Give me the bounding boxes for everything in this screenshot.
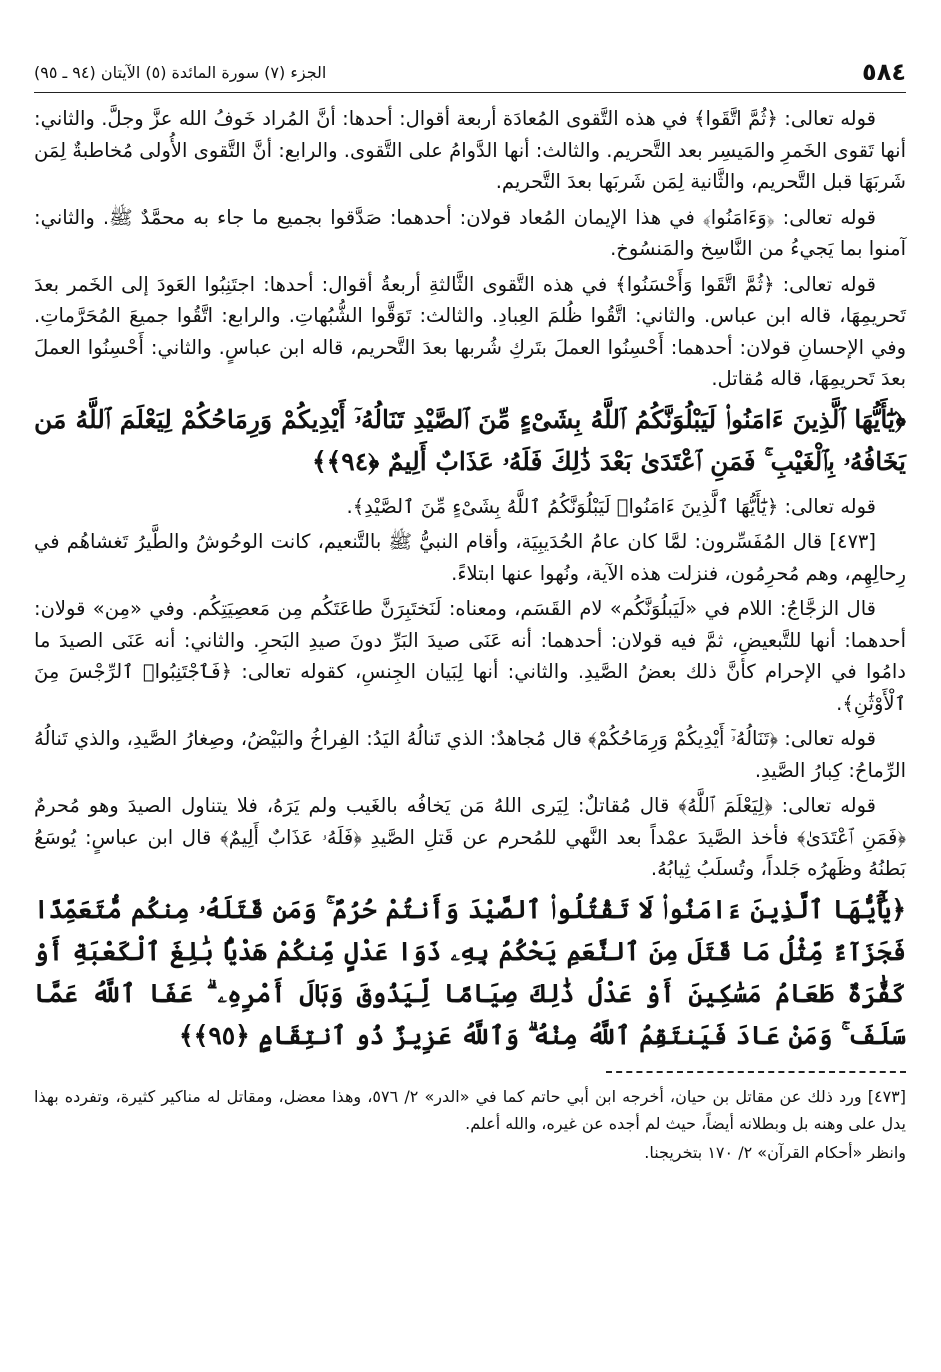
footnote-separator: [606, 1071, 906, 1073]
page-header: [34, 52, 906, 93]
commentary-paragraph: قوله تعالى: ﴿وَءَامَنُوا﴾ في هذا الإيمان المُعاد قولان: أحدهما: صَدَّقوا بجميع ما جاء به محمَّدٌ ﷺ. والثاني: آمنوا بما يَجيءُ من النَّاسِخ والمَنسُوخ.: [34, 205, 906, 260]
footnotes: [34, 1083, 906, 1166]
quran-verse-94: ﴿يَٰٓأَيُّهَا ٱلَّذِينَ ءَامَنُوا۟ لَيَبْلُوَنَّكُمُ ٱللَّهُ بِشَىْءٍ مِّنَ ٱلصَّيْدِ تَنَالُهُۥٓ أَيْدِيكُمْ وَرِمَاحُكُمْ لِيَعْلَمَ ٱللَّهُ مَن يَخَافُهُۥ بِٱلْغَيْبِ ۚ فَمَنِ ٱعْتَدَىٰ بَعْدَ ذَٰلِكَ فَلَهُۥ عَذَابٌ أَلِيمٌ ﴿٩٤﴾﴾: [34, 404, 906, 476]
page-number: ٥٨٤: [862, 58, 906, 86]
page-body: [34, 103, 906, 1057]
commentary-paragraph: قوله تعالى: ﴿ثُمَّ اتَّقَوا وَأَحْسَنُوا﴾ في هذه التَّقوى الثَّالثةِ أربعةُ أقوال: أحدها: اجتَنِبُوا العَودَ إلى الخَمر بعدَ تَحريمِهَا، قاله ابن عباس. والثاني: اتَّقُوا ظُلمَ العِبادِ. والثالث: تَوَقَّوا الشُّبُهاتِ. والرابع: اتَّقُوا جميعَ المُحَرَّماتِ. وفي الإحسانِ قولان: أحدهما: أَحْسِنُوا العملَ بتَركِ شُربها بعدَ التَّحريم، قاله ابن عباسٍ. والثاني: أَحْسِنُوا العملَ بعدَ تَحريمِهَا، قاله مُقاتل.: [34, 272, 906, 390]
quran-verse-95: ﴿يَٰٓأَيُّهَا ٱلَّذِينَ ءَامَنُوا۟ لَا تَقْتُلُوا۟ ٱلصَّيْدَ وَأَنتُمْ حُرُمٌ ۚ وَمَن قَتَلَهُۥ مِنكُم مُّتَعَمِّدًا فَجَزَآءٌ مِّثْلُ مَا قَتَلَ مِنَ ٱلنَّعَمِ يَحْكُمُ بِهِۦ ذَوَا عَدْلٍ مِّنكُمْ هَدْيًۢا بَٰلِغَ ٱلْكَعْبَةِ أَوْ كَفَّٰرَةٌ طَعَامُ مَسَٰكِينَ أَوْ عَدْلُ ذَٰلِكَ صِيَامًا لِّيَذُوقَ وَبَالَ أَمْرِهِۦ ۗ عَفَا ٱللَّهُ عَمَّا سَلَفَ ۚ وَمَنْ عَادَ فَيَنتَقِمُ ٱللَّهُ مِنْهُ ۗ وَٱللَّهُ عَزِيزٌ ذُو ٱنتِقَامٍ ﴿٩٥﴾﴾: [34, 894, 906, 1050]
footnote-text: [٤٧٣] ورد ذلك عن مقاتل بن حيان، أخرجه ابن أبي حاتم كما في «الدر» ٢/ ٥٧٦، وهذا معضل، ومقاتل له مناكير كثيرة، وتفرده بهذا يدل على وهنه بل وبطلانه أيضاً، حيث لم أجده عن غيره، والله أعلم.: [34, 1086, 907, 1133]
running-title: الجزء (٧) سورة المائدة (٥) الآيتان (٩٤ ـ ٩٥): [34, 62, 327, 82]
book-page: [34, 52, 906, 1332]
commentary-paragraph: قوله تعالى: ﴿تَنَالُهُۥٓ أَيْدِيكُمْ وَرِمَاحُكُمْ﴾ قال مُجاهدٌ: الذي تَنالُهُ اليَدُ: الفِراخُ والبَيْضُ، وصِغارُ الصَّيدِ، والذي تَنالُهُ الرِّماحُ: كِبارُ الصَّيدِ.: [34, 727, 906, 782]
commentary-paragraph: قال الزجَّاجُ: اللام في «لَيَبلُوَنَّكُم» لام القَسَم، ومعناه: لَنَختَبِرَنَّ طاعَتَكُم مِن مَعصِيَتِكُم. وفي «مِن» قولان: أحدهما: أنها للتَّبعيضِ، ثمَّ فيه قولان: أحدهما: أنه عَنَى صيدَ البَرِّ دونَ صيدِ البَحرِ. والثاني: أنه عَنَى الصيدَ ما دامُوا في الإحرام كأنَّ ذلك بعضُ الصَّيدِ. والثاني: أنها لِبَيان الجِنسِ، كقوله تعالى: ﴿فَٱجْتَنِبُوا۟ ٱلرِّجْسَ مِنَ ٱلْأَوْثَٰنِ﴾.: [34, 597, 906, 715]
commentary-paragraph: [٤٧٣] قال المُفَسِّرون: لمَّا كان عامُ الحُدَيبِيَة، وأقام النبيُّ ﷺ بالتَّنعيم، كانت الوحُوشُ والطَّيرُ تَغشاهُم في رِحالِهِم، وهم مُحرِمُون، فنزلت هذه الآية، ونُهوا عنها ابتلاءً.: [34, 530, 906, 585]
footnote-text: وانظر «أحكام القرآن» ٢/ ١٧٠ بتخريجنا.: [644, 1142, 906, 1162]
commentary-paragraph: قوله تعالى: ﴿لِيَعْلَمَ ٱللَّهُ﴾ قال مُقاتلٌ: لِيَرى اللهُ مَن يَخافُه بالغَيب ولم يَرَهُ، فلا يتناول الصيدَ وهو مُحرمٌ ﴿فَمَنِ ٱعْتَدَىٰ﴾ فأخذ الصَّيدَ عمْداً بعد النَّهي للمُحرم عن قَتلِ الصَّيدِ ﴿فَلَهُۥ عَذَابٌ أَلِيمٌ﴾ قال ابن عباسٍ: يُوسَعُ بَطنُهُ وظَهرُه جَلداً، وتُسلَبُ ثِيابُهُ.: [34, 794, 906, 880]
commentary-paragraph: قوله تعالى: ﴿ثُمَّ اتَّقَوا﴾ في هذه التَّقوى المُعادَة أربعة أقوال: أحدها: أنَّ المُراد خَوفُ الله عزَّ وجلَّ. والثاني: أنها تَقوى الخَمرِ والمَيسِر بعد التَّحريم. والثالث: أنها الدَّوامُ على التَّقوى. والرابع: أنَّ التَّقوى الأُولى مُخاطبةٌ لِمَن شَربَهَا قبل التَّحريم، والثَّانية لِمَن شَربَها بعدَ التَّحريم.: [34, 107, 906, 193]
commentary-paragraph: قوله تعالى: ﴿يَٰٓأَيُّهَا ٱلَّذِينَ ءَامَنُوا۟ لَيَبْلُوَنَّكُمُ ٱللَّهُ بِشَىْءٍ مِّنَ ٱلصَّيْدِ﴾.: [346, 494, 876, 518]
